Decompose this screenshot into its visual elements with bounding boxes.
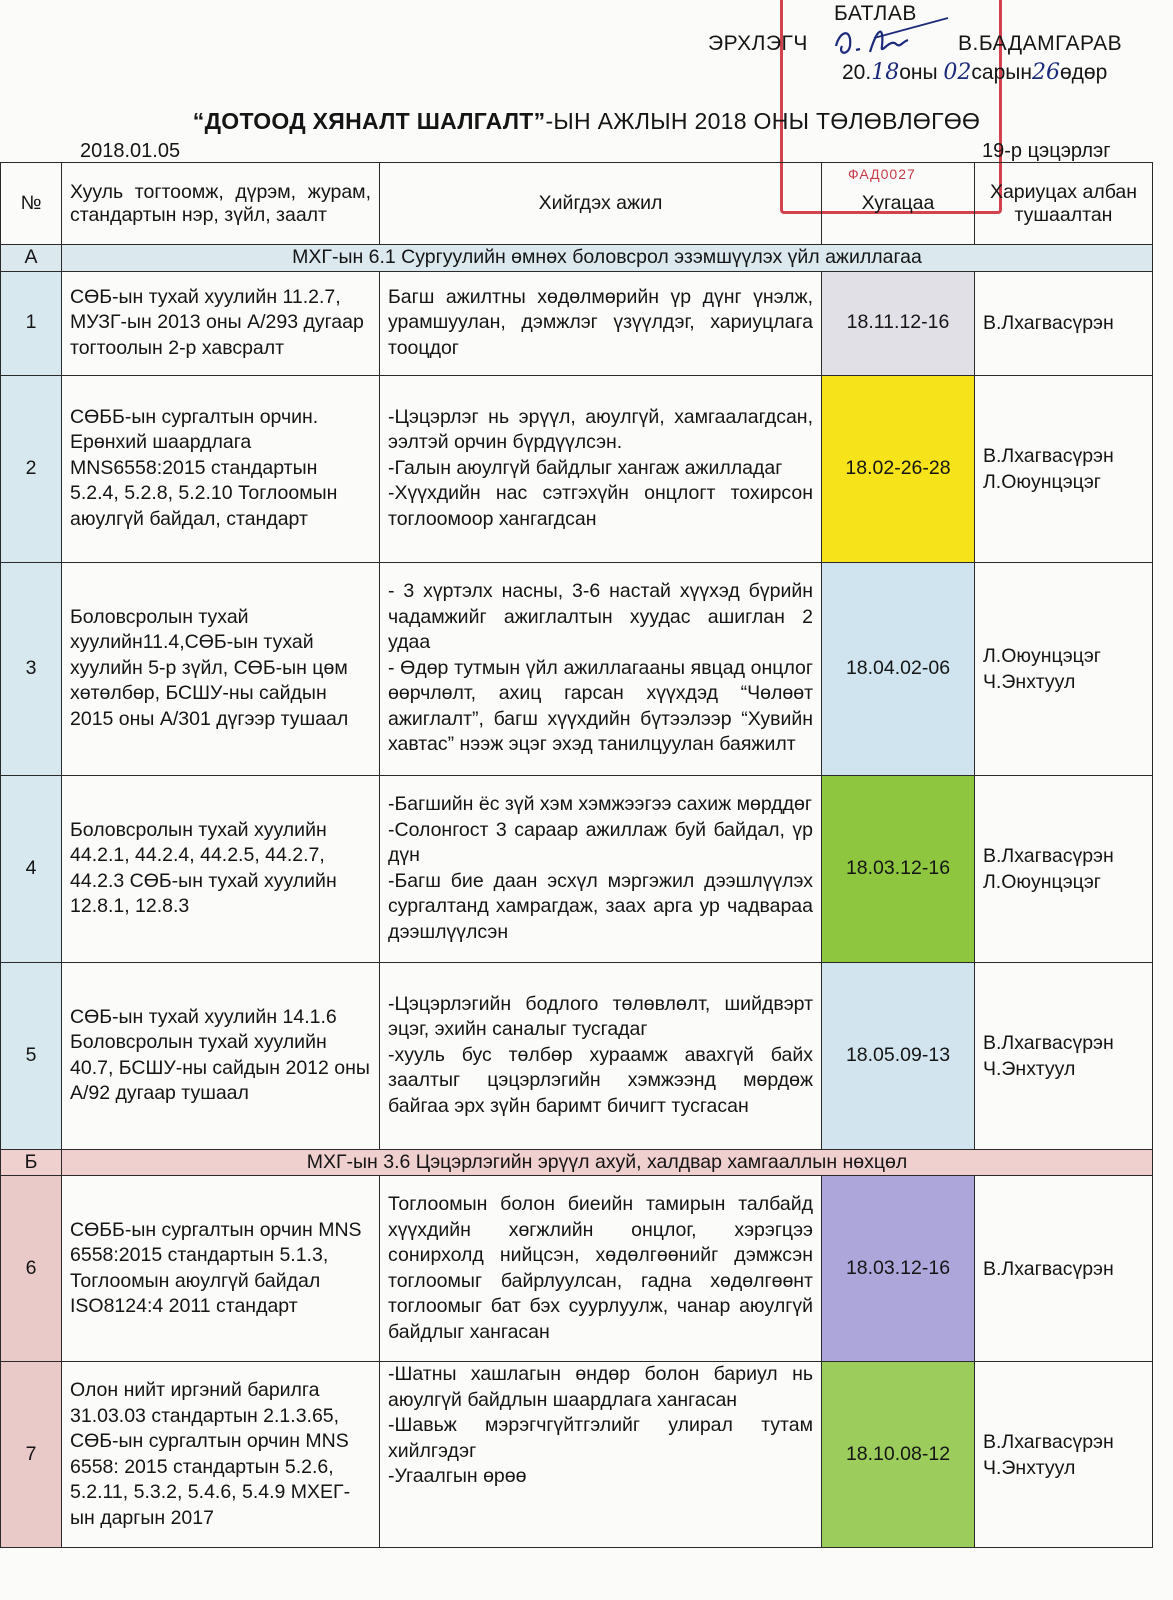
signature-image	[830, 16, 950, 64]
work-line: -Цэцэрлэг нь эрүүл, аюулгүй, хамгаалагдсан, ээлтэй орчин бүрдүүлсэн.	[388, 405, 813, 454]
work-line: -Багшийн ёс зүй хэм хэмжээгээ сахиж мөрддөг	[388, 793, 812, 815]
row-number: 4	[1, 775, 62, 962]
date-year-handwritten: 18	[871, 60, 900, 85]
date-month-suffix: сарын	[971, 61, 1032, 84]
date-day-suffix: өдөр	[1059, 61, 1108, 84]
row-deadline: 18.03.12-16	[822, 775, 975, 962]
responsible-person: В.Лхагвасүрэн	[983, 844, 1114, 867]
table-row	[1, 271, 1153, 375]
row-work	[380, 775, 822, 962]
work-line: -Цэцэрлэгийн бодлого төлөвлөлт, шийдвэрт эцэг, эхийн саналыг тусгадаг	[388, 992, 813, 1041]
work-line: -Шатны хашлагын өндөр болон бариул нь аюулгүй байдлын шаардлага хангасан	[388, 1363, 813, 1411]
work-line: -Угаалгын өрөө	[388, 1465, 527, 1487]
date-prefix: 20	[842, 61, 866, 84]
row-law: Боловсролын тухай хуулийн11.4,СӨБ-ын тухай хуулийн 5-р зүйл, СӨБ-ын цөм хөтөлбөр, БСШУ-ны сайдын 2015 оны А/301 дүгээр тушаал	[62, 562, 380, 775]
table-row	[1, 562, 1153, 775]
section-row	[1, 245, 1153, 272]
row-deadline: 18.05.09-13	[822, 962, 975, 1149]
work-line: -Шавьж мэрэгчгүйтгэлийг улирал тутам хийлгэдэг	[388, 1414, 813, 1462]
row-work	[380, 962, 822, 1149]
row-number: 6	[1, 1176, 62, 1362]
work-line: -Солонгост 3 сараар ажиллаж буй байдал, үр дүн	[388, 818, 813, 866]
header-no: №	[1, 163, 62, 245]
responsible-person: В.Лхагвасүрэн	[983, 1031, 1114, 1054]
responsible-person: В.Лхагвасүрэн	[983, 312, 1114, 334]
section-row	[1, 1149, 1153, 1176]
row-work	[380, 1176, 822, 1362]
responsible-person: В.Лхагвасүрэн	[983, 444, 1114, 467]
row-responsible	[975, 271, 1153, 375]
responsible-person: Л.Оюунцэцэг	[983, 470, 1101, 493]
row-deadline: 18.11.12-16	[822, 271, 975, 375]
row-responsible	[975, 775, 1153, 962]
responsible-person: Ч.Энхтуул	[983, 670, 1076, 693]
table-row	[1, 775, 1153, 962]
table-row	[1, 1362, 1153, 1548]
header-law: Хууль тогтоомж, дүрэм, журам, стандартын нэр, зүйл, заалт	[62, 163, 380, 245]
table-row	[1, 962, 1153, 1149]
approve-word: БАТЛАВ	[834, 2, 917, 25]
responsible-person: Л.Оюунцэцэг	[983, 644, 1101, 667]
row-deadline: 18.04.02-06	[822, 562, 975, 775]
responsible-person: В.Лхагвасүрэн	[983, 1257, 1114, 1280]
organization-name: 19-р цэцэрлэг	[982, 140, 1111, 162]
work-line: -Багш бие даан эсхүл мэргэжил дээшлүүлэх сургалтанд хамрагдаж, заах арга ур чадвараа дээшлүүлсэн	[388, 869, 813, 943]
table-row	[1, 1176, 1153, 1362]
row-responsible	[975, 562, 1153, 775]
row-law: Олон нийт иргэний барилга 31.03.03 стандартын 2.1.3.65, СӨБ-ын сургалтын орчин MNS 6558: 2015 стандартын 5.2.6, 5.2.11, 5.3.2, 5.4.6, 5.4.9 МХЕГ-ын даргын 2017	[62, 1362, 380, 1548]
section-title: МХГ-ын 6.1 Сургуулийн өмнөх боловсрол эзэмшүүлэх үйл ажиллагаа	[62, 245, 1153, 272]
row-responsible	[975, 962, 1153, 1149]
section-code: А	[1, 245, 62, 272]
date-year-suffix: оны	[899, 61, 938, 84]
plan-table	[0, 162, 1153, 1548]
section-title: МХГ-ын 3.6 Цэцэрлэгийн эрүүл ахуй, халдвар хамгааллын нөхцөл	[62, 1149, 1153, 1176]
responsible-person: В.Лхагвасүрэн	[983, 1430, 1114, 1453]
approver-name: В.БАДАМГАРАВ	[958, 32, 1123, 55]
date-day-handwritten: 26	[1031, 60, 1060, 85]
row-deadline: 18.02-26-28	[822, 375, 975, 562]
work-line: Багш ажилтны хөдөлмөрийн үр дүнг үнэлж, урамшуулан, дэмжлэг үзүүлдэг, хариуцлага тооцдог	[388, 285, 813, 359]
row-work	[380, 375, 822, 562]
approver-position: ЭРХЛЭГЧ	[708, 32, 808, 55]
date-month-handwritten: 02	[943, 60, 972, 85]
row-number: 2	[1, 375, 62, 562]
approval-date: 20.18оны 02сарын26өдөр	[842, 60, 1108, 85]
responsible-person: Л.Оюунцэцэг	[983, 870, 1101, 893]
document-date: 2018.01.05	[80, 140, 181, 162]
work-line: - Өдөр тутмын үйл ажиллагааны явцад онцлог өөрчлөлт, ахиц гарсан хүүхдэд “Чөлөөт ажиглалт”, багш хүүхдийн бүтээлээр “Хувийн хавтас” нээж эцэг эхэд танилцуулан баяжилт	[388, 656, 813, 756]
row-law: СӨББ-ын сургалтын орчин MNS 6558:2015 стандартын 5.1.3, Тоглоомын аюулгүй байдал ISO8124:4 2011 стандарт	[62, 1176, 380, 1362]
stamp-code: ФАД0027	[848, 166, 916, 182]
row-responsible	[975, 375, 1153, 562]
header-responsible: Хариуцах албан тушаалтан	[975, 163, 1153, 245]
row-law: СӨББ-ын сургалтын орчин. Ерөнхий шаардлага MNS6558:2015 стандартын 5.2.4, 5.2.8, 5.2.10 Тоглоомын аюулгүй байдал, стандарт	[62, 375, 380, 562]
work-line: -Галын аюулгүй байдлыг хангаж ажилладаг	[388, 456, 783, 479]
row-number: 5	[1, 962, 62, 1149]
row-number: 3	[1, 562, 62, 775]
row-law: СӨБ-ын тухай хуулийн 14.1.6 Боловсролын тухай хуулийн 40.7, БСШУ-ны сайдын 2012 оны А/92 дугаар тушаал	[62, 962, 380, 1149]
section-code: Б	[1, 1149, 62, 1176]
row-number: 1	[1, 271, 62, 375]
row-number: 7	[1, 1362, 62, 1548]
row-law: Боловсролын тухай хуулийн 44.2.1, 44.2.4, 44.2.5, 44.2.7, 44.2.3 СӨБ-ын тухай хуулийн 12.8.1, 12.8.3	[62, 775, 380, 962]
responsible-person: Ч.Энхтуул	[983, 1057, 1076, 1080]
header-work: Хийгдэх ажил	[380, 163, 822, 245]
work-line: Тоглоомын болон биеийн тамирын талбайд хүүхдийн хөгжлийн онцлог, хэрэгцээ сонирхолд нийцсэн, хөдөлгөөнийг дэмжсэн тоглоомыг байрлуулсан, гадна хөдөлгөөнт тоглоомыг бат бэх суурлуулж, чанар аюулгүй байдлыг хангасан	[388, 1193, 813, 1343]
table-header-row	[1, 163, 1153, 245]
row-work	[380, 1362, 822, 1548]
row-work	[380, 271, 822, 375]
document-title	[0, 108, 1173, 135]
row-responsible	[975, 1362, 1153, 1548]
table-row	[1, 375, 1153, 562]
work-line: -Хүүхдийн нас сэтгэхүйн онцлогт тохирсон тоглоомоор хангагдсан	[388, 482, 813, 530]
work-line: -хууль бус төлбөр хураамж авахгүй байх заалтыг цэцэрлэгийн хэмжээнд мөрдөж байгаа эрх зүйн баримт бичигт тусгасан	[388, 1043, 813, 1117]
work-line: - 3 хүртэлх насны, 3-6 настай хүүхэд бүрийн чадамжийг ажиглалтын хуудас ашиглан 2 удаа	[388, 580, 813, 654]
row-deadline: 18.03.12-16	[822, 1176, 975, 1362]
header-deadline: Хугацаа	[822, 163, 975, 245]
title-quoted: “ДОТООД ХЯНАЛТ ШАЛГАЛТ”	[192, 108, 546, 134]
title-rest: -ЫН АЖЛЫН 2018 ОНЫ ТӨЛӨВЛӨГӨӨ	[545, 108, 981, 134]
row-deadline: 18.10.08-12	[822, 1362, 975, 1548]
row-work	[380, 562, 822, 775]
row-law: СӨБ-ын тухай хуулийн 11.2.7, МУЗГ-ын 2013 оны А/293 дугаар тогтоолын 2-р хавсралт	[62, 271, 380, 375]
row-responsible	[975, 1176, 1153, 1362]
responsible-person: Ч.Энхтуул	[983, 1456, 1076, 1479]
